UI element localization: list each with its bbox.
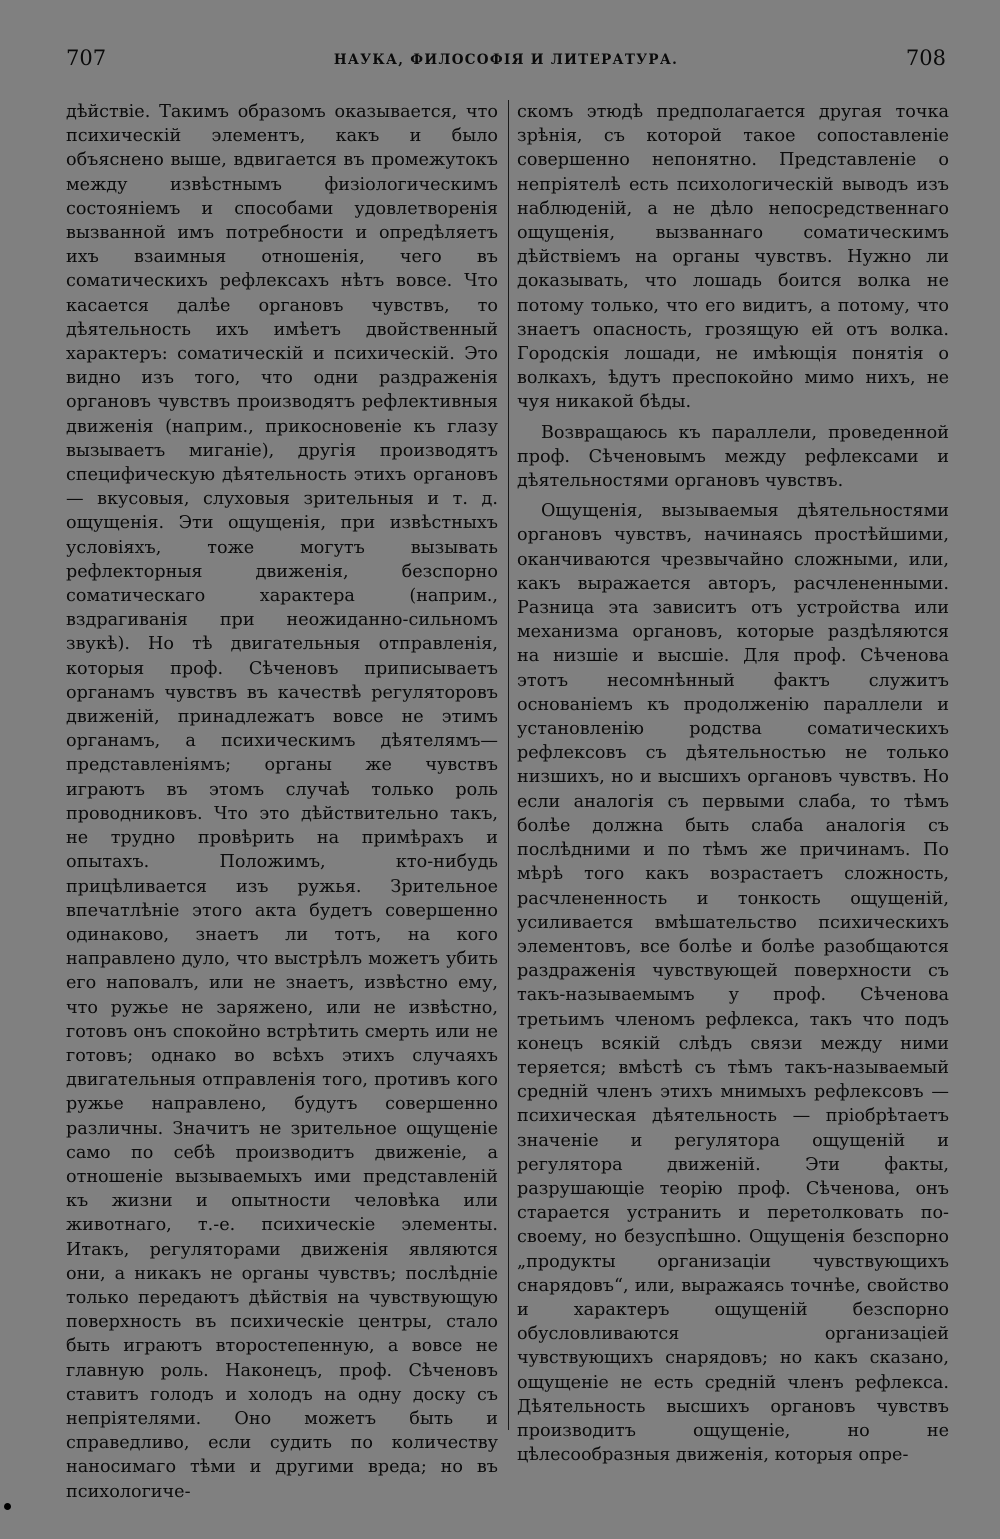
right-column (517, 100, 949, 1467)
left-paragraph-1: дѣйствіе. Такимъ образомъ оказывается, что психическій элементъ, какъ и было объяснено выше, вдвигается въ промежутокъ между извѣстнымъ физіологическимъ состояніемъ и способами удовлетворенія вызванной имъ потребности и опредѣляетъ ихъ взаимныя отношенія, чего въ соматическихъ рефлексахъ нѣтъ вовсе. Что касается далѣе органовъ чувствъ, то дѣятельность ихъ имѣетъ двойственный характеръ: соматическій и психическій. Это видно изъ того, что одни раздраженія органовъ чувствъ производятъ рефлективныя движенія (наприм., прикосновеніе къ глазу вызываетъ миганіе), другія производятъ специфическую дѣятельность этихъ органовъ — вкусовыя, слуховыя зрительныя и т. д. ощущенія. Эти ощущенія, при извѣстныхъ условіяхъ, тоже могутъ вызывать рефлекторныя движенія, безспорно соматическаго характера (наприм., вздрагиванія при неожиданно-сильномъ звукѣ). Но тѣ двигательныя отправленія, которыя проф. Сѣченовъ приписываетъ органамъ чувствъ въ качествѣ регуляторовъ движеній, принадлежатъ вовсе не этимъ органамъ, а психическимъ дѣятелямъ—представленіямъ; органы же чувствъ играютъ въ этомъ случаѣ только роль проводниковъ. Что это дѣйствительно такъ, не трудно провѣрить на примѣрахъ и опытахъ. Положимъ, кто-нибудь прицѣливается изъ ружья. Зрительное впечатлѣніе этого акта будетъ совершенно одинаково, знаетъ ли тотъ, на кого направлено дуло, что выстрѣлъ можетъ убить его наповалъ, или не знаетъ, извѣстно ему, что ружье не заряжено, или не извѣстно, готовъ онъ спокойно встрѣтить смерть или не готовъ; однако во всѣхъ этихъ случаяхъ двигательныя отправленія того, противъ кого ружье направлено, будутъ совершенно различны. Значитъ не зрительное ощущеніе само по себѣ производитъ движеніе, а отношеніе вызываемыхъ ими представленій къ жизни и опытности человѣка или животнаго, т.-е. психическіе элементы. Итакъ, регуляторами движенія являются они, а никакъ не органы чувствъ; послѣдніе только передаютъ дѣйствія на чувствующую поверхность въ психическіе центры, стало быть играютъ второстепенную, а вовсе не главную роль. Наконецъ, проф. Сѣченовъ ставитъ голодъ и холодъ на одну доску съ непріятелями. Оно можетъ быть и справедливо, если судить по количеству наносимаго тѣми и другими вреда; но въ психологиче- (66, 102, 498, 1502)
right-paragraph-3: Ощущенія, вызываемыя дѣятельностями органовъ чувствъ, начинаясь простѣйшими, оканчиваются чрезвычайно сложными, или, какъ выражается авторъ, расчлененными. Разница эта зависитъ отъ устройства или механизма органовъ, которые раздѣляются на низшіе и высшіе. Для проф. Сѣченова этотъ несомнѣнный фактъ служитъ основаніемъ къ продолженію параллели и установленію родства соматическихъ рефлексовъ съ дѣятельностью не только низшихъ, но и высшихъ органовъ чувствъ. Но если аналогія съ первыми слаба, то тѣмъ болѣе должна быть слаба аналогія съ послѣдними и по тѣмъ же причинамъ. По мѣрѣ того какъ возрастаетъ сложность, расчлененность и тонкость ощущеній, усиливается вмѣшательство психическихъ элементовъ, все болѣе и болѣе разобщаются раздраженія чувствующей поверхности съ такъ-называемымъ у проф. Сѣченова третьимъ членомъ рефлекса, такъ что подъ конецъ всякій слѣдъ связи между ними теряется; вмѣстѣ съ тѣмъ такъ-называемый средній членъ этихъ мнимыхъ рефлексовъ — психическая дѣятельность — пріобрѣтаетъ значеніе и регулятора ощущеній и регулятора движеній. Эти факты, разрушающіе теорію проф. Сѣченова, онъ старается устранить и перетолковать по-своему, но безуспѣшно. Ощущенія безспорно „продукты организаціи чувствующихъ снарядовъ“, или, выражаясь точнѣе, свойство и характеръ ощущеній безспорно обусловливаются организаціей чувствующихъ снарядовъ; но какъ сказано, ощущеніе не есть средній членъ рефлекса. Дѣятельность высшихъ органовъ чувствъ производитъ ощущеніе, но не цѣлесообразныя движенія, которыя опре- (517, 501, 949, 1466)
ink-speck (4, 1503, 11, 1510)
page-number-left: 707 (66, 46, 107, 70)
page-number-right: 708 (905, 46, 946, 70)
right-paragraph-1: скомъ этюдѣ предполагается другая точка зрѣнія, съ которой такое сопоставленіе совершенно непонятно. Представленіе о непріятелѣ есть психологическій выводъ изъ наблюденій, а не дѣло непосредственнаго ощущенія, вызваннаго соматическимъ дѣйствіемъ на органы чувствъ. Нужно ли доказывать, что лошадь боится волка не потому только, что его видитъ, а потому, что знаетъ опасность, грозящую ей отъ волка. Городскія лошади, не имѣющія понятія о волкахъ, ѣдутъ преспокойно мимо нихъ, не чуя никакой бѣды. (517, 102, 949, 413)
running-title: НАУКА, ФИЛОСОФІЯ И ЛИТЕРАТУРА. (333, 52, 679, 68)
page-header (66, 46, 946, 76)
column-divider (508, 100, 509, 1430)
right-paragraph-2: Возвращаюсь къ параллели, проведенной проф. Сѣченовымъ между рефлексами и дѣятельностями органовъ чувствъ. (517, 422, 949, 492)
left-column (66, 100, 498, 1504)
